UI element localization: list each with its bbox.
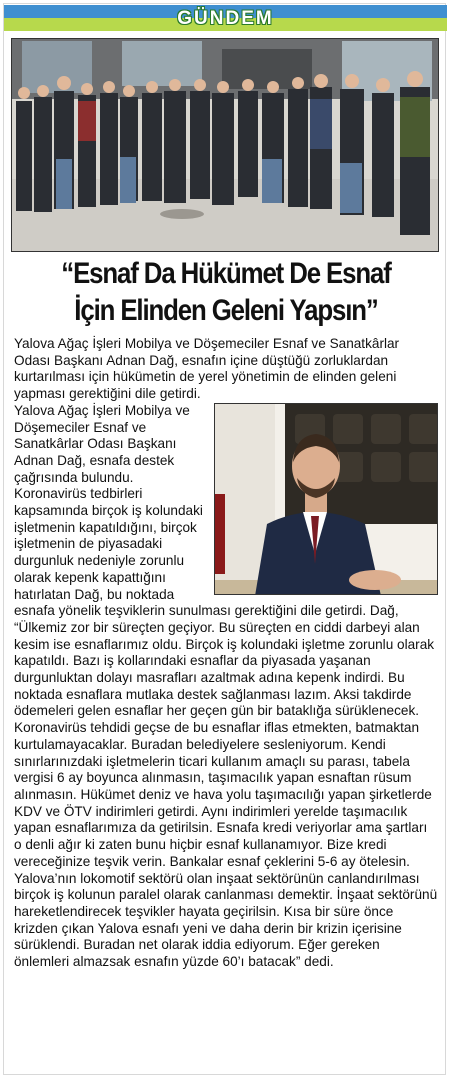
paragraph-1: Yalova Ağaç İşleri Mobilya ve Döşemeciler Esnaf ve Sanatkârlar Odası Başkanı Adnan Dağ, esnafın içine düştüğü zorluklardan kurtarılması için hükümetin de yerel yönetimin de elinden geleni yapması gerektiğini dile getirdi. bbox=[14, 336, 400, 402]
headline-line-2: İçin Elinden Geleni Yapsın” bbox=[74, 294, 378, 327]
portrait-photo bbox=[214, 403, 438, 595]
paragraph-2: Yalova Ağaç İşleri Mobilya ve Döşemeciler Esnaf ve Sanatkârlar Odası Başkanı Adnan Dağ, esnafa destek çağrısında bulundu. Koronavirüs tedbirleri kapsamında birçok iş kolundaki işletmenin kapatıldığını, birçok işletmenin de piyasadaki durgunluk nedeniyle zorunlu olarak kepenk kapattığını hatırlatan Dağ, bu noktada esnafa yönelik teşviklerin sunulması gerektiğini dile getirdi. Dağ, “Ülkemiz zor bir süreçten geçiyor. Bu süreçten en ciddi darbeyi alan kesim ise esnaflarımız oldu. Birçok iş kolundaki işletme zorunlu olarak kapatıldı. Bazı iş kollarındaki esnaflar da piyasada yaşanan durgunluktan dolayı masrafları azaltmak adına kepenk indirdi. Bu noktada esnaflara mutlaka destek sağlanması lazım. Aksi takdirde ödemeleri gelen esnaflar her geçen gün bir bataklığa sürüklenecek. Koronavirüs tehdidi geçse de bu esnaflar iflas etmekten, batmaktan kurtulamayacaklar. Buradan belediyelere sesleniyorum. Kendi sınırlarınızdaki işletmelerin ticari kullanım amaçlı su parası, tabela vergisi 6 ay boyunca alınmasın, taşımacılık yapan esnaftan rüsum alınmasın. Hükümet deniz ve hava yolu taşımacılığı yapan şirketlerde KDV ve ÖTV indirimleri getirdi. Aynı indirimleri yerelde taşımacılık yapan esnaflarımıza da getirilsin. Esnafa kredi veriyorlar ama şartları o denli ağır ki zaten bunu hiçbir esnaf kullanamıyor. Bize kredi vereceğinize teşvik verin. Bankalar esnaf çeklerini 5-6 ay ötelesin. Yalova’nın lokomotif sektörü olan inşaat sektörünün canlandırılması birçok iş kolunun paralel olarak canlanması demektir. İnşaat sektörünü hareketlendirecek teşvikler hayata geçirilsin. Kısa bir süre önce krizden çıkan Yalova esnafı yeni ve daha derin bir krizin içerisine sürüklendi. Buradan net olarak iddia ediyorum. Eğer gereken önlemleri almazsak esnafın yüzde 60’ı batacak” dedi. bbox=[14, 402, 438, 970]
headline-line-1: “Esnaf Da Hükümet De Esnaf bbox=[61, 257, 391, 290]
section-banner bbox=[4, 5, 447, 31]
group-photo bbox=[11, 38, 439, 252]
article-body bbox=[14, 336, 438, 971]
headline bbox=[39, 255, 414, 329]
section-title: GÜNDEM bbox=[177, 8, 274, 29]
